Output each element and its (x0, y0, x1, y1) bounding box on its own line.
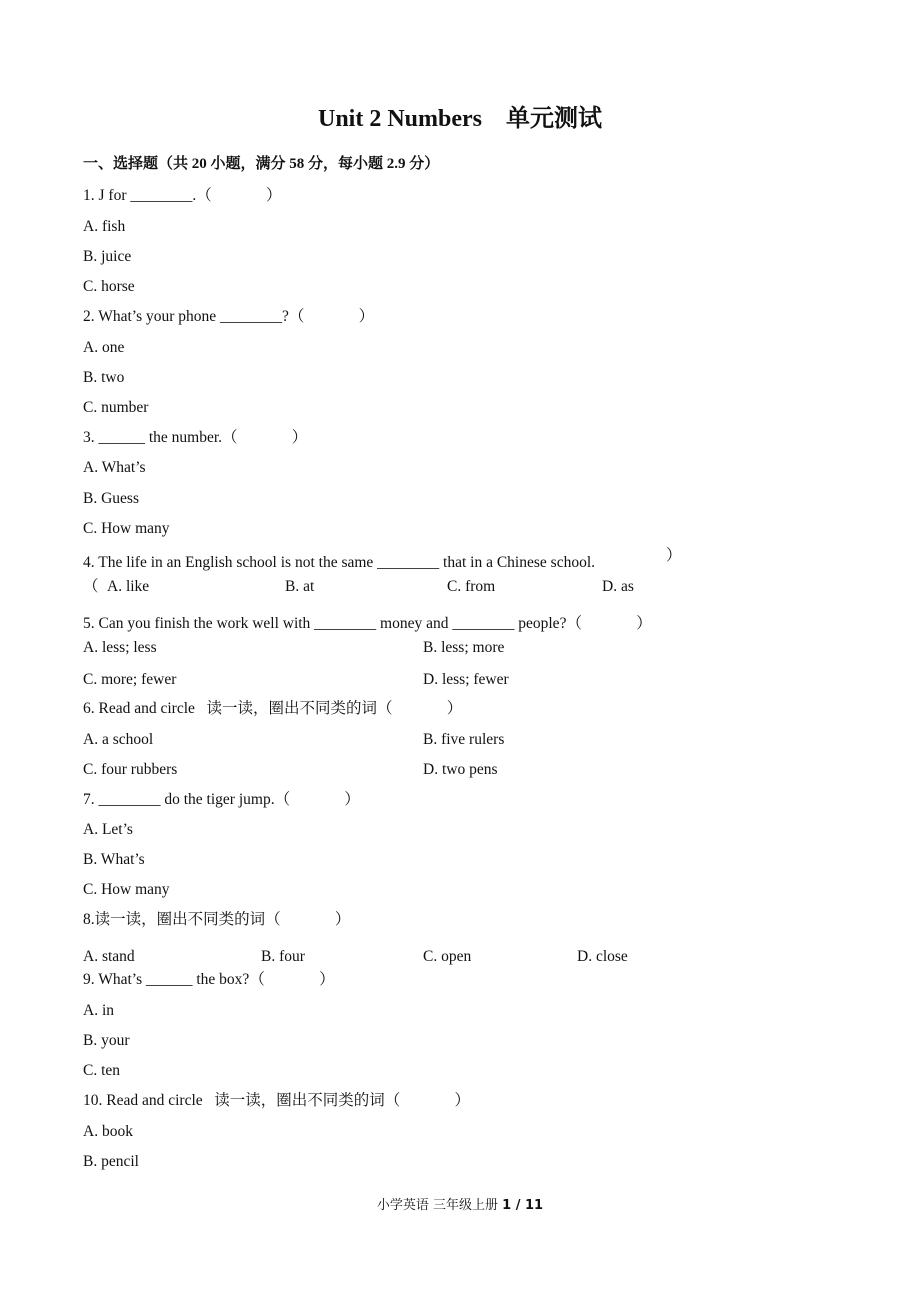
question-4-open-paren: （ (83, 578, 99, 595)
question-5-stem: 5. Can you finish the work well with ________ money and ________ people?（ ） (83, 615, 652, 632)
question-4-option-d: D. as (602, 578, 634, 595)
question-8-option-b: B. four (261, 948, 305, 965)
question-2-option-b: B. two (83, 369, 125, 386)
question-9-option-a: A. in (83, 1002, 114, 1019)
question-5-option-a: A. less; less (83, 639, 157, 656)
question-4-option-b: B. at (285, 578, 315, 595)
footer-text: 小学英语 三年级上册 (376, 1198, 503, 1213)
question-10-option-b: B. pencil (83, 1153, 139, 1170)
question-4-option-c: C. from (447, 578, 496, 595)
question-6-option-b: B. five rulers (423, 731, 505, 748)
question-6-option-c: C. four rubbers (83, 761, 178, 778)
page-number: 1 / 11 (502, 1198, 544, 1213)
page-footer (0, 1194, 920, 1213)
question-7-option-c: C. How many (83, 881, 170, 898)
question-1-option-c: C. horse (83, 278, 135, 295)
question-4-close-paren: ） (666, 547, 682, 564)
question-9-option-b: B. your (83, 1032, 130, 1049)
question-7-stem: 7. ________ do the tiger jump.（ ） (83, 791, 360, 808)
question-1-option-b: B. juice (83, 248, 132, 265)
question-3-option-a: A. What’s (83, 459, 146, 476)
question-2-option-a: A. one (83, 339, 125, 356)
question-8-option-c: C. open (423, 948, 472, 965)
question-4-option-a: A. like (107, 578, 150, 595)
question-3-option-c: C. How many (83, 520, 170, 537)
question-2-stem: 2. What’s your phone ________?（ ） (83, 308, 375, 325)
section-heading: 一、选择题（共 20 小题，满分 58 分，每小题 2.9 分） (83, 156, 440, 172)
question-5-option-b: B. less; more (423, 639, 505, 656)
question-6-stem: 6. Read and circle 读一读，圈出不同类的词（ ） (83, 700, 463, 717)
question-2-option-c: C. number (83, 399, 149, 416)
question-7-option-a: A. Let’s (83, 821, 133, 838)
question-4-stem: 4. The life in an English school is not the same ________ that in a Chinese school. (83, 554, 595, 571)
question-10-stem: 10. Read and circle 读一读，圈出不同类的词（ ） (83, 1092, 471, 1109)
question-9-option-c: C. ten (83, 1062, 121, 1079)
question-10-option-a: A. book (83, 1123, 133, 1140)
question-1-stem: 1. J for ________.（ ） (83, 187, 282, 204)
question-5-option-c: C. more; fewer (83, 671, 177, 688)
question-7-option-b: B. What’s (83, 851, 145, 868)
question-3-option-b: B. Guess (83, 490, 139, 507)
question-8-stem: 8.读一读，圈出不同类的词（ ） (83, 911, 351, 928)
question-8-option-d: D. close (577, 948, 628, 965)
question-6-option-d: D. two pens (423, 761, 498, 778)
question-5-option-d: D. less; fewer (423, 671, 509, 688)
question-6-option-a: A. a school (83, 731, 154, 748)
question-1-option-a: A. fish (83, 218, 126, 235)
question-3-stem: 3. ______ the number.（ ） (83, 429, 308, 446)
page-title: Unit 2 Numbers 单元测试 (317, 106, 602, 132)
question-8-option-a: A. stand (83, 948, 135, 965)
question-9-stem: 9. What’s ______ the box?（ ） (83, 971, 335, 988)
